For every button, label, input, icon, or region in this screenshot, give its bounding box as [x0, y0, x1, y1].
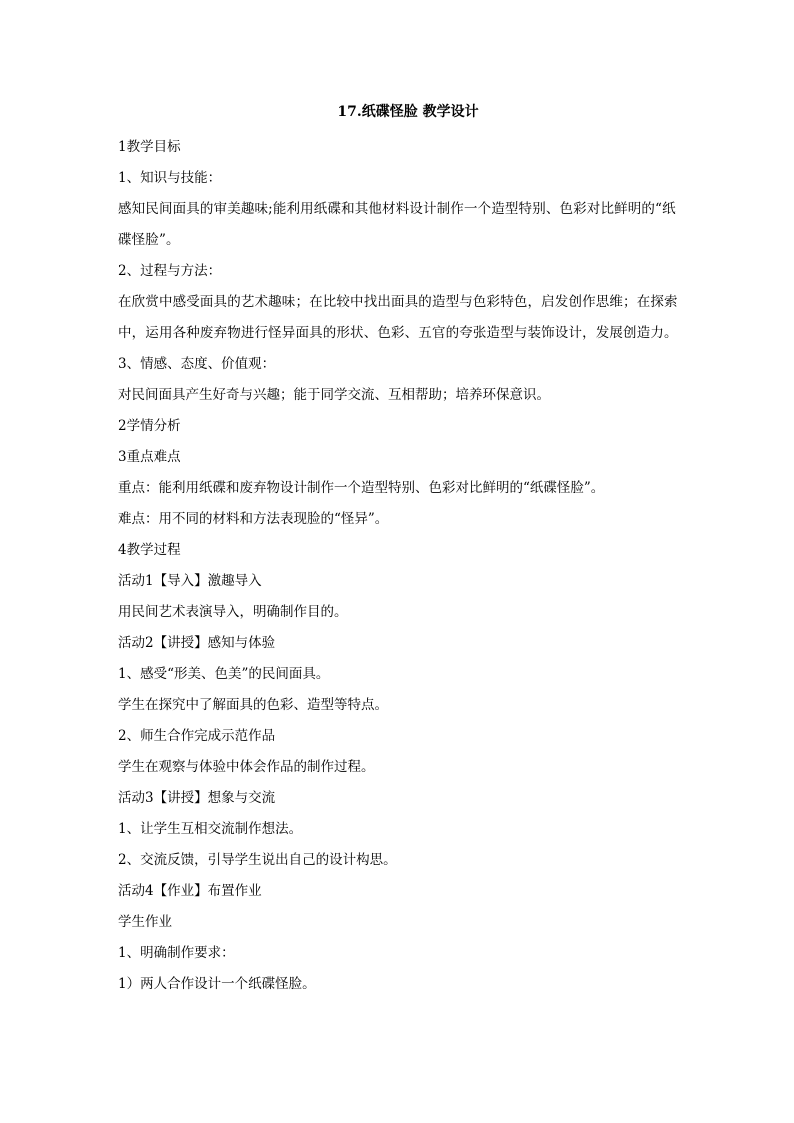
section-heading-key-points: 3重点难点	[118, 449, 181, 465]
activity-substep-4-1-1: 1）两人合作设计一个纸碟怪脸。	[118, 976, 316, 992]
activity-step-2-1: 1、感受“形美、色美”的民间面具。	[118, 666, 330, 682]
activity-heading-2: 活动2【讲授】感知与体验	[118, 635, 276, 651]
activity-step-2-2: 2、师生合作完成示范作品	[118, 728, 276, 744]
section-heading-learner-analysis: 2学情分析	[118, 418, 181, 434]
paragraph-emotion-values: 对民间面具产生好奇与兴趣；能于同学交流、互相帮助；培养环保意识。	[118, 387, 550, 403]
document-title: 17.纸碟怪脸 教学设计	[337, 104, 479, 120]
section-heading-teaching-process: 4教学过程	[118, 542, 181, 558]
activity-text-2-2: 学生在观察与体验中体会作品的制作过程。	[118, 759, 375, 775]
activity-step-3-1: 1、让学生互相交流制作想法。	[118, 821, 303, 837]
paragraph-difficulty: 难点：用不同的材料和方法表现脸的“怪异”。	[118, 511, 389, 527]
activity-text-1: 用民间艺术表演导入，明确制作目的。	[118, 604, 348, 620]
paragraph-knowledge-skills: 感知民间面具的审美趣味;能利用纸碟和其他材料设计制作一个造型特别、色彩对比鲜明的“纸碟怪脸”。	[118, 201, 676, 248]
activity-text-2-1: 学生在探究中了解面具的色彩、造型等特点。	[118, 697, 388, 713]
activity-heading-3: 活动3【讲授】想象与交流	[118, 790, 276, 806]
document-page	[118, 102, 678, 1000]
subheading-knowledge-skills: 1、知识与技能：	[118, 170, 222, 186]
paragraph-process-methods: 在欣赏中感受面具的艺术趣味；在比较中找出面具的造型与色彩特色，启发创作思维；在探索中，运用各种废弃物进行怪异面具的形状、色彩、五官的夸张造型与装饰设计，发展创造力。	[118, 294, 678, 341]
subheading-process-methods: 2、过程与方法：	[118, 263, 222, 279]
activity-text-4: 学生作业	[118, 914, 172, 930]
activity-step-4-1: 1、明确制作要求：	[118, 945, 235, 961]
paragraph-key-point: 重点：能利用纸碟和废弃物设计制作一个造型特别、色彩对比鲜明的“纸碟怪脸”。	[118, 480, 605, 496]
activity-heading-1: 活动1【导入】激趣导入	[118, 573, 262, 589]
activity-step-3-2: 2、交流反馈，引导学生说出自己的设计构思。	[118, 852, 397, 868]
section-heading-objectives: 1教学目标	[118, 139, 181, 155]
subheading-emotion-values: 3、情感、态度、价值观：	[118, 356, 276, 372]
activity-heading-4: 活动4【作业】布置作业	[118, 883, 262, 899]
